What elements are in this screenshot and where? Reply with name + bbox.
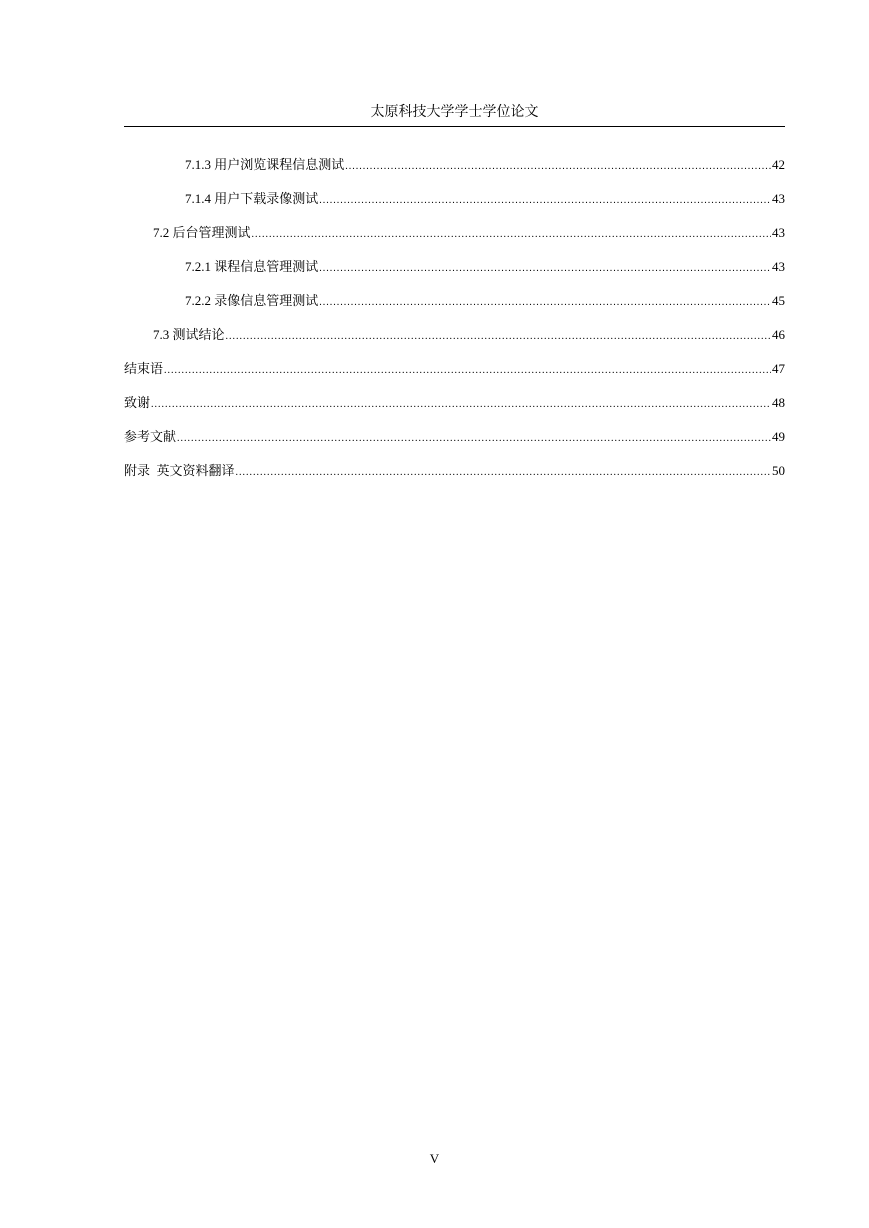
toc-leader-dots bbox=[252, 224, 771, 246]
toc-entry[interactable] bbox=[124, 188, 785, 222]
toc-leader-dots bbox=[319, 292, 771, 314]
toc-entry[interactable] bbox=[124, 392, 785, 426]
toc-leader-dots bbox=[177, 428, 771, 450]
toc-entry-page: 48 bbox=[772, 395, 785, 410]
toc-entry-label: 7.2.2 录像信息管理测试 bbox=[185, 293, 319, 308]
page-header-title: 太原科技大学学士学位论文 bbox=[370, 105, 539, 120]
toc-leader-dots bbox=[319, 258, 771, 280]
toc-leader-dots bbox=[236, 462, 771, 484]
toc-leader-dots bbox=[319, 190, 771, 212]
page-header bbox=[124, 102, 785, 127]
toc-entry-label: 结束语 bbox=[124, 361, 164, 376]
toc-entry-label: 7.1.4 用户下载录像测试 bbox=[185, 191, 319, 206]
table-of-contents bbox=[124, 154, 785, 494]
toc-entry[interactable] bbox=[124, 290, 785, 324]
toc-entry-page: 45 bbox=[772, 293, 785, 308]
toc-entry-page: 43 bbox=[772, 225, 785, 240]
toc-entry[interactable] bbox=[124, 154, 785, 188]
toc-entry-page: 49 bbox=[772, 429, 785, 444]
toc-entry-label: 7.2.1 课程信息管理测试 bbox=[185, 259, 319, 274]
toc-entry-label: 参考文献 bbox=[124, 429, 177, 444]
toc-entry-label: 附录 英文资料翻译 bbox=[124, 463, 235, 478]
toc-entry-page: 47 bbox=[772, 361, 785, 376]
toc-entry[interactable] bbox=[124, 358, 785, 392]
toc-entry[interactable] bbox=[124, 324, 785, 358]
toc-entry-page: 46 bbox=[772, 327, 785, 342]
toc-entry[interactable] bbox=[124, 256, 785, 290]
page-number: V bbox=[429, 1151, 440, 1166]
toc-leader-dots bbox=[345, 156, 771, 178]
toc-entry[interactable] bbox=[124, 426, 785, 460]
toc-entry[interactable] bbox=[124, 460, 785, 494]
toc-entry-label: 7.1.3 用户浏览课程信息测试 bbox=[185, 157, 345, 172]
toc-entry-label: 致谢 bbox=[124, 395, 151, 410]
toc-entry[interactable] bbox=[124, 222, 785, 256]
toc-entry-page: 43 bbox=[772, 191, 785, 206]
toc-leader-dots bbox=[151, 394, 771, 416]
toc-entry-label: 7.2 后台管理测试 bbox=[153, 225, 251, 240]
toc-leader-dots bbox=[226, 326, 771, 348]
toc-leader-dots bbox=[164, 360, 771, 382]
toc-entry-page: 43 bbox=[772, 259, 785, 274]
toc-entry-page: 50 bbox=[772, 463, 785, 478]
toc-entry-page: 42 bbox=[772, 157, 785, 172]
toc-entry-label: 7.3 测试结论 bbox=[153, 327, 225, 342]
